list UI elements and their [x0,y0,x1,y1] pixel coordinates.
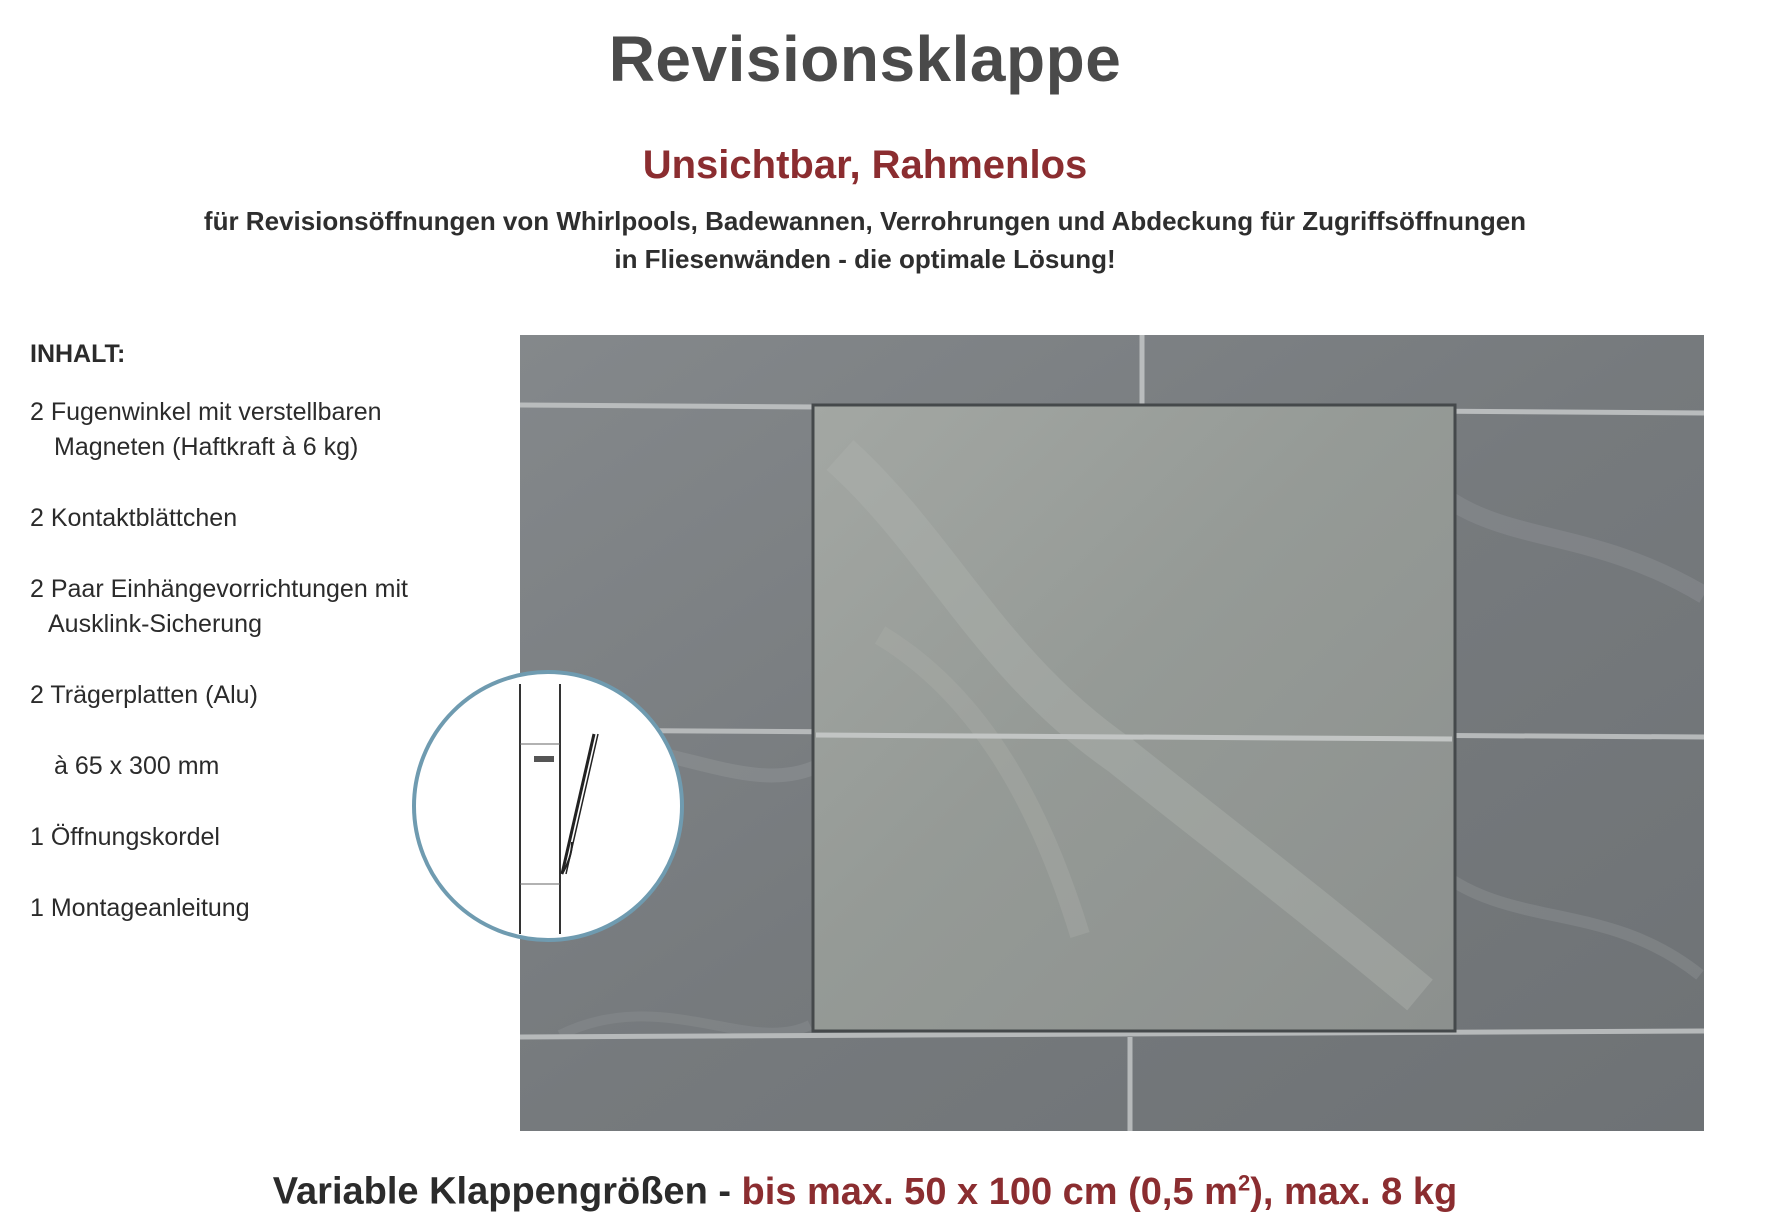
bottom-note-max [742,1171,1458,1213]
list-item [30,395,470,465]
list-item-line: Ausklink-Sicherung [48,610,262,638]
list-item [30,891,470,926]
intro-line-2-prefix: in Fliesenwänden - [614,244,855,274]
page-title: Revisionsklappe [608,23,1122,95]
bottom-note-max-prefix: bis max. 50 x 100 cm (0,5 m [741,1170,1238,1213]
bottom-note-bold: Variable Klappengrößen - [272,1170,742,1213]
intro-text [0,202,1730,278]
intro-line-2 [0,240,1730,278]
contents-list [30,340,470,962]
bottom-note-superscript: 2 [1237,1170,1251,1195]
bottom-note-max-suffix: ), max. 8 kg [1250,1170,1458,1213]
contents-heading: INHALT: [30,340,126,368]
intro-line-2-highlight: die optimale Lösung [854,244,1107,274]
tiled-wall-photo [520,335,1704,1131]
list-item [30,749,470,784]
list-item-line: 2 Kontaktblättchen [30,504,238,532]
list-item-line: 2 Paar Einhängevorrichtungen mit [30,575,409,603]
list-item [30,501,470,536]
list-item-line: Magneten (Haftkraft à 6 kg) [54,433,359,461]
page-subtitle: Unsichtbar, Rahmenlos [642,143,1088,187]
bottom-note [0,1170,1730,1214]
list-item-line: 2 Fugenwinkel mit verstellbaren [30,398,382,426]
list-item-line: 1 Öffnungskordel [30,823,220,851]
hinge-mechanism-icon [416,674,680,938]
hinge-detail-inset [412,670,684,942]
tiled-wall-illustration [520,335,1704,1131]
list-item [30,678,470,713]
list-item [30,820,470,855]
list-item-line: 2 Trägerplatten (Alu) [30,681,258,709]
list-item [30,572,470,642]
list-item-line: 1 Montageanleitung [30,894,250,922]
intro-line-2-suffix: ! [1106,244,1116,274]
list-item-line: à 65 x 300 mm [54,752,220,780]
intro-line-1: für Revisionsöffnungen von Whirlpools, Badewannen, Verrohrungen und Abdeckung für Zugriffsöffnungen [203,206,1527,236]
